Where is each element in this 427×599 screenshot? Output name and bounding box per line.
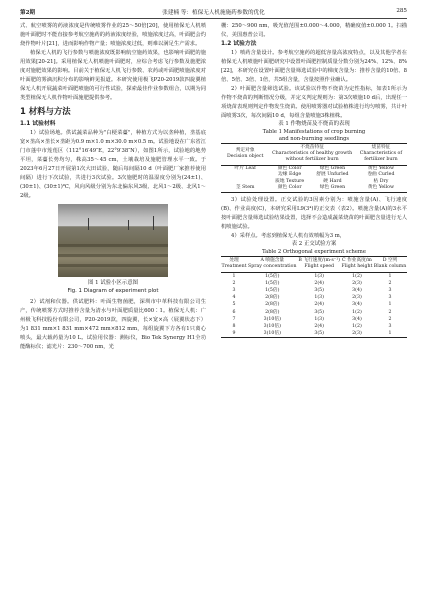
subsection-heading: 1.2 试验方法 [221,41,257,47]
paragraph: 式、航空喷雾的药液浓度是传统喷雾作业的25～50倍[20]，使用植保无人机喷施叶面肥时不能直接参考航空施药的药液浓度经验，喷施浓度过高，叶面肥会灼烧作物叶片[21]，进而影响作物产量；喷施浓度过低，则难以满足生产需求。 [20,23,206,47]
table2-cell: 8 [232,324,236,330]
table1-cell: 硬 Hard [323,178,342,184]
paragraph: 2）叶面肥含量筛选试验。该试验以作物不烧苗为定性指标，如表1所示为作物不烧苗的判断情况分级，并定义判定规则为：第3次喷施10 d后，出现任一项烧苗表现则判定作物发生烧苗。使用喷雾器对试验植株进行均匀喷雾，共计叶面喷雾3次，每次间隔10 d，每组含量喷施3株植株。 [221,86,407,119]
table2-cell: 1(5倍) [265,288,280,294]
table2-header: 处理 Treatment [221,256,247,272]
table2-cell: 1(3) [314,316,324,322]
table2-cell: 2(8倍) [265,309,280,315]
table1-caption-en: Table 1 Manifestations of crop burning [262,128,366,135]
table1-cell: 叶片 Leaf [234,165,256,171]
table2-cell: 3(10倍) [247,330,297,338]
table2-cell: 2 [388,309,392,315]
paragraph: 4）采样点。考虑到植保无人机有效喷幅为3 m， [231,233,346,240]
table2-cell: 2(3) [352,280,362,286]
table2-header: A 喷施含量 Spray concentration [247,256,297,272]
table2-cell: 3(10倍) [263,316,281,322]
table2-cell: 7 [232,316,236,322]
table2-body [221,272,407,338]
table2-cell: 3 [388,324,392,330]
paragraph: 植保无人机的飞行参数与喷施浓度既影响航空施药效果，也影响叶面肥的施用效果[20-21]。采用植保无人机喷施叶面肥时，应综合考虑飞行参数及施肥浓度对施肥效果的影响。目前关于植保无人机飞行参数、农药或叶面肥喷施浓度对叶面肥的雾滴沉积分布的影响鲜见报道。本研究使用极飞P20-2019款四旋翼植保无人机开展蔬菜叶面肥喷施的可行性试验，探索最佳作业参数组合，以期为同类型植保无人机作物叶面施肥提供参考。 [20,50,206,101]
paragraph: 栅：250～900 nm，吸光值范围±0.000～4.000，精确度值±0.000 1。扫描仪，美国惠普公司。 [221,23,407,38]
table1-cell: 颜色 Color [277,165,302,171]
page-number: 285 [396,8,407,14]
table2-cell: 3 [232,288,236,294]
section-heading: 1 材料与方法 [20,106,71,116]
table1-cell: 枯 Dry [373,178,389,184]
table2-caption-cn: 表 2 正交试验方案 [291,241,337,248]
table2-cell: 3(10倍) [263,324,281,330]
table1-cell: 质地 Texture [275,178,305,184]
table-row [221,316,407,323]
experiment-plot-photo [58,204,168,277]
table2-cell: 9 [221,330,247,338]
table-row [221,330,407,338]
table2-cell: 1(5倍) [265,280,280,286]
table2-cell: 2(4) [314,324,324,330]
paragraph: 2）试剂和仪器。供试肥料：叶面生物菌肥，深圳市中革科技有限公司生产，传统喷雾方式时推荐含量为清水与叶面肥质量比600∶1。植保无人机：广州极飞科技股份有限公司，P20-2019款，四旋翼，长×宽×高（展翼状态下）为1 831 mm×1 831 mm×472 mm×812 mm，每组旋翼下方各有1只离心喷头，最大载药量为10 L。试验用仪器：测标仪，Bio Tek Synergy H1全功能酶标仪；滤光片：230～700 nm，光 [20,299,206,350]
table1-cell: 黄色 Yellow [367,165,395,171]
table2-cell: 1 [388,273,392,279]
table-row [221,309,407,316]
table2-header: B 飞行速度/(m·s⁻¹) Flight speed [298,256,341,272]
table-row [221,280,407,287]
table2-cell: 3(5) [314,309,324,315]
table2-cell: 3(4) [352,288,362,294]
table2-cell: 2 [388,316,392,322]
table2-cell: 1(2) [352,273,362,279]
table2-cell: 3(5) [314,288,324,294]
table2-cell: 1(2) [352,324,362,330]
table2-cell: 4 [232,295,236,301]
subsection-heading: 1.1 试验材料 [20,121,56,127]
table2-cell: 3 [388,288,392,294]
table-row [221,301,407,308]
table2-cell: 2(8倍) [265,295,280,301]
table2-cell: 5 [232,302,236,308]
table1-header: 烧苗特征 Characteristics of fertilizer burn [355,143,407,165]
table2-cell: 2(4) [314,280,324,286]
table2-cell: 6 [232,309,236,315]
table-row [221,294,407,301]
table2-cell: 3 [388,295,392,301]
table2-cell: 1 [388,302,392,308]
table2-cell: 2 [232,280,236,286]
table2-caption-en: Table 2 Orthogonal experiment scheme [262,248,366,255]
table-row [221,287,407,294]
table1-cell: 舒展 Unfurled [316,172,349,178]
table-row [221,323,407,330]
table2 [221,256,407,339]
table1-cell: 绿色 Green [310,185,355,193]
table1-cell: 绿色 Green [319,165,346,171]
table2-cell: 3(4) [352,316,362,322]
table2-cell: 2(3) [352,295,362,301]
table2-cell: 1(5倍) [265,273,280,279]
table2-header: C 作业高度/m Flight height [341,256,373,272]
paragraph: 3）试验处理设置。正交试验的3因素分别为：喷施含量(A)、飞行速度(B)、作业高度(C)，本研究采用L9(3⁴)的正交表（表2）。喷施含量(A)的3水平按叶面肥含量筛选试验结果设置，选择不会造成蔬菜烧苗的叶面肥含量进行无人机喷施试验。 [221,197,407,231]
left-column [20,22,206,352]
table2-cell: 1(3) [314,273,324,279]
table2-cell: 3(4) [352,302,362,308]
paragraph: 1）试验场地。供试蔬菜品种为"白梗菜薹"，种植方式为以垄种植，垄基底宽×垄高×垄长×垄距为0.9 m×1.0 m×30.0 m×0.5 m。试验地设在广东省江门市蓬中市莲莲区（112°16′49″E，22°9′38″N），如图1所示，试验地的地势平坦，菜薹长势均匀，株高35～45 cm，土壤栽培及施肥管理水平一致。于2023年6月27日开展第1次大田试验，随后每间隔10 d（叶面肥厂家推荐使用间隔）进行下次试验，共进行3次试验。3次施肥时的温湿度分别为(24±1)、(30±1)、(30±1)℃，风向风级分别为东北偏东风3级、北风1～2级、北风1～2级。 [20,130,206,199]
table1 [221,143,407,194]
running-title: 张建楠 等：植保无人机施施药参数的优化 [162,10,265,16]
table1-caption-cn: 表 1 作物烧苗及不烧苗的表现 [278,121,350,127]
table2-cell: 1 [373,330,407,338]
table2-header: D 空列 Blank column [373,256,407,272]
table1-cell: 颜色 Color [269,185,310,193]
table1-caption-en: and non-burning seedlings [278,135,350,142]
table-row [221,272,407,280]
table2-cell: 1(3) [314,295,324,301]
table1-cell: 茎 Stem [221,185,269,193]
table2-cell: 2(4) [314,302,324,308]
table2-cell: 1(2) [352,309,362,315]
table1-cell: 卷曲 Curled [367,172,395,178]
paragraph: 1）喷药含量设计。参考航空施药的超低容量高浓度特点，以及其他学者在植保无人机喷施叶面肥研究中设置叶面肥控制质量分数分别为24%、12%、8%[22]，本研究在设置叶面肥含量筛选试验中的梯度含量为：推荐含量的10倍、8倍、5倍、3倍、1倍，共5组含量，含量按照作业确认。 [221,50,407,83]
table1-cell: 边缘 Edge [278,172,302,178]
running-header [20,8,407,19]
table2-cell: 1 [232,273,236,279]
figure-caption-en: Fig. 1 Diagram of experiment plot [67,288,159,294]
table2-cell: 2 [388,280,392,286]
table1-header: 判定对象 Decision object [221,143,269,165]
issue-number: 第2期 [20,10,36,16]
right-column [221,22,407,338]
table1-header: 不烧苗特征 Characteristics of healthy growth without fertilizer burn [269,143,355,165]
table2-cell: 3(5) [298,330,341,338]
table2-cell: 2(8倍) [265,302,280,308]
figure-caption-cn: 图 1 试验小区示意图 [88,280,138,286]
table1-cell: 黄色 Yellow [355,185,407,193]
table2-cell: 2(3) [341,330,373,338]
